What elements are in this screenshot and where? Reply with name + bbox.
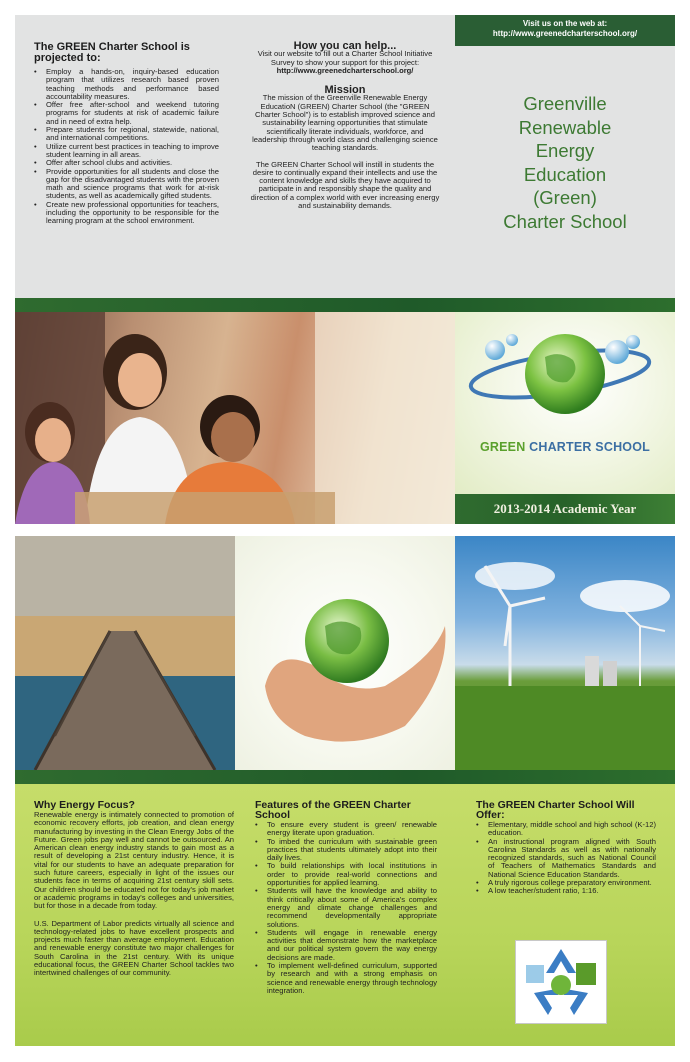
- school-name-line: (Green): [533, 187, 597, 208]
- list-item: • Offer after school clubs and activities.: [34, 159, 219, 167]
- energy-paragraph-2: U.S. Department of Labor predicts virtually all science and technology-related jobs to have excellent prospects and projects much faster than average employment. Education and renewable energy constitute two major challenges for South Carolina in the 21st century. With its unique educational focus, the GREEN Charter School tackles two intertwined challenges of our community.: [34, 918, 234, 978]
- list-item: • To build relationships with local institutions in order to provide real-world connections and opportunities for applied learning.: [255, 862, 437, 887]
- list-item: • Students will have the knowledge and ability to think critically about some of America's complex energy and climate change challenges and recommend developmentally appropriate solutions.: [255, 887, 437, 928]
- logo-word-rest: CHARTER SCHOOL: [525, 440, 650, 454]
- list-item: • Provide opportunities for all students and close the gap for the disadvantaged students with the proven math and science programs that work for at-risk students, as well as academically gifted students.: [34, 168, 219, 201]
- recycle-symbol-icon: [516, 941, 606, 1023]
- logo-panel: [455, 312, 675, 494]
- wind-turbines-photo: [455, 536, 675, 770]
- list-item: • An instructional program aligned with South Carolina Standards as well as with nationally recognized standards, such as National Council of Teachers of Mathematics Standards and National Science Education Standards.: [476, 838, 656, 879]
- list-item: • A low teacher/student ratio, 1:16.: [476, 887, 656, 895]
- list-item: • To imbed the curriculum with sustainable green practices that students ultimately adopt into their daily lives.: [255, 838, 437, 863]
- classroom-photo: [15, 312, 455, 524]
- globe-in-hands-photo: [235, 536, 455, 770]
- projected-list: [34, 68, 219, 226]
- energy-paragraph-1: Renewable energy is intimately connected to promotion of economic recovery efforts, job creation, and clean energy manufacturing by investing in the Clean Energy Jobs of the Future. Green jobs pay well and cannot be outsourced. An American clean energy industry stands to gain most as a result of developing a 21st century industry. Hence, it is vital for our students to have an adequate preparation for such future careers, especially in light of the issues our students face in terms of acquiring 21st century skill sets. Our children should be educated not for today's job market or academic programs in today's colleges and universities, but for those in a decade from today.: [34, 810, 234, 911]
- energy-column: [34, 800, 234, 978]
- divider-strip: [15, 770, 675, 784]
- website-url-link[interactable]: http://www.greenedcharterschool.org/: [492, 29, 638, 38]
- school-name-line: Renewable: [518, 116, 612, 138]
- wind-turbine-illustration: [455, 536, 675, 770]
- projected-title: The GREEN Charter School is projected to:: [34, 41, 190, 64]
- energy-title: Why Energy Focus?: [34, 799, 135, 811]
- globe-hands-illustration: [235, 536, 455, 770]
- features-list: [255, 821, 437, 995]
- mission-paragraph-1: The mission of the Greenville Renewable Energy EducatioN (GREEN) Charter School (the "GREEN Charter School") is to establish improved science and sustainability learning opportunities that stimulate scientifically literate individuals, workforce, and leadership through world class and challenging science teaching standards.: [252, 93, 438, 153]
- school-name-line: Greenville: [523, 93, 607, 114]
- list-item: • A truly rigorous college preparatory environment.: [476, 879, 656, 887]
- school-name-title: [465, 92, 665, 233]
- help-text: Visit our website to fill out a Charter School Initiative Survey to show your support for this project:: [257, 49, 433, 67]
- list-item: • Utilize current best practices in teaching to improve student learning in all areas.: [34, 143, 219, 160]
- academic-year-banner: 2013-2014 Academic Year: [455, 494, 675, 524]
- logo-wordmark: [462, 440, 668, 454]
- offer-column: [476, 800, 656, 896]
- classroom-illustration: [15, 312, 455, 524]
- bridge-photo: [15, 536, 235, 770]
- divider-strip: [15, 298, 675, 312]
- school-name-line: Education: [523, 163, 607, 185]
- globe-logo-icon: [455, 312, 675, 494]
- help-column: [250, 42, 440, 210]
- mission-title: Mission: [324, 84, 366, 97]
- bridge-illustration: [15, 536, 235, 770]
- school-name-line: Energy: [535, 140, 595, 161]
- offer-list: [476, 821, 656, 896]
- list-item: • To ensure every student is green/ renewable energy literate upon graduation.: [255, 821, 437, 838]
- list-item: • To implement well-defined curriculum, supported by research and with a strong emphasis on science and renewable energy through technology integration.: [255, 962, 437, 995]
- help-title: How you can help...: [293, 40, 397, 52]
- list-item: • Students will engage in renewable energy activities that demonstrate how the marketplace and our political system govern the way energy decisions are made.: [255, 929, 437, 962]
- list-item: • Elementary, middle school and high school (K-12) education.: [476, 821, 656, 838]
- website-banner: [455, 15, 675, 46]
- help-url-link[interactable]: http://www.greenedcharterschool.org/: [276, 65, 414, 75]
- logo-word-green: GREEN: [480, 440, 526, 454]
- features-title: Features of the GREEN Charter School: [255, 799, 411, 821]
- projected-column: [34, 42, 219, 226]
- offer-title: The GREEN Charter School Will Offer:: [476, 799, 635, 821]
- school-name-line: Charter School: [503, 210, 627, 232]
- mission-paragraph-2: The GREEN Charter School will instill in students the desire to continually expand their intellects and use the content knowledge and skills they have acquired to participate in and responsibly shape the quality and direction of a complex world with ever increasing energy and sustainability demands.: [250, 159, 440, 211]
- list-item: • Offer free after-school and weekend tutoring programs for students at risk of academic failure and in need of extra help.: [34, 101, 219, 126]
- recycle-icon: [515, 940, 607, 1024]
- list-item: • Prepare students for regional, statewide, national, and international competitions.: [34, 126, 219, 143]
- website-label: Visit us on the web at:: [522, 19, 608, 28]
- list-item: • Employ a hands-on, inquiry-based education program that utilizes research based proven teaching methods and performance based accountability measures.: [34, 68, 219, 101]
- list-item: • Create new professional opportunities for teachers, including the opportunity to be responsible for the learning program at the school environment.: [34, 201, 219, 226]
- features-column: [255, 800, 437, 995]
